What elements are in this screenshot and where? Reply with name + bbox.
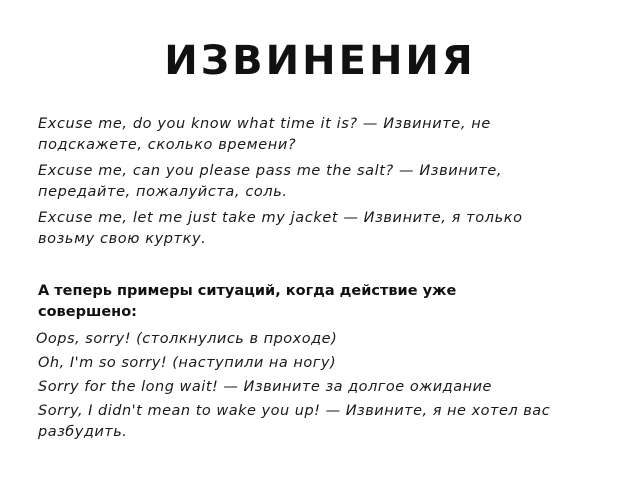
- slide-content: [38, 114, 608, 446]
- example-oops-sorry: Oops, sorry! (столкнулись в проходе): [36, 331, 338, 347]
- example-so-sorry: Oh, I'm so sorry! (наступили на ногу): [38, 355, 337, 371]
- phrase-excuse-me-jacket: [38, 208, 608, 250]
- section-spacer: [38, 255, 608, 281]
- phrase-excuse-me-time: [38, 114, 608, 156]
- phrase-line: Excuse me, do you know what time it is? — Извините, не: [38, 116, 491, 132]
- slide-title: ИЗВИНЕНИЯ: [164, 38, 476, 84]
- phrase-excuse-me-salt: [38, 161, 608, 203]
- example-line: Sorry, I didn't mean to wake you up! — Извините, я не хотел вас: [38, 403, 551, 419]
- section-heading: [38, 281, 608, 323]
- example-long-wait: Sorry for the long wait! — Извините за долгое ожидание: [38, 379, 492, 395]
- phrase-line: Excuse me, can you please pass me the salt? — Извините,: [38, 163, 503, 179]
- phrase-line: подскажете, сколько времени?: [38, 137, 297, 153]
- section-heading-line: совершено:: [38, 304, 137, 320]
- phrase-line: возьму свою куртку.: [38, 231, 207, 247]
- example-line: разбудить.: [38, 424, 128, 440]
- example-wake-you-up: [38, 401, 608, 443]
- phrase-line: передайте, пожалуйста, соль.: [38, 184, 288, 200]
- phrase-line: Excuse me, let me just take my jacket — Извините, я только: [38, 210, 523, 226]
- section-heading-line: А теперь примеры ситуаций, когда действие уже: [38, 283, 457, 299]
